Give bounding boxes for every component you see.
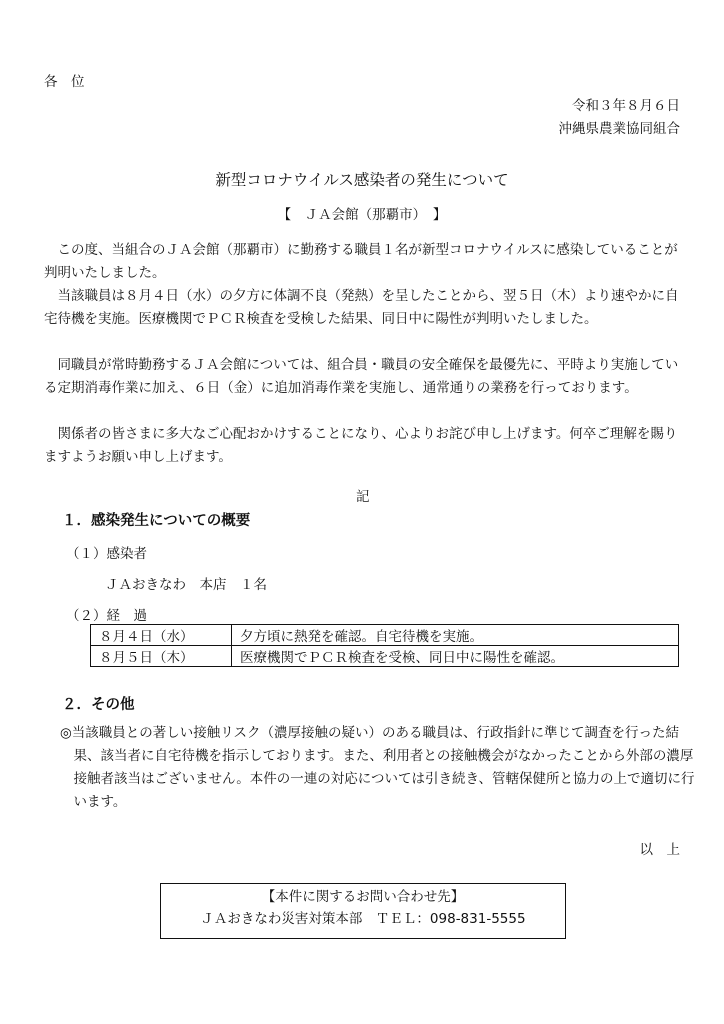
progress-date-cell: ８月４日（水） [91,625,232,646]
infected-value: ＪＡおきなわ 本店 １名 [105,577,267,593]
body-paragraph-3: 同職員が常時勤務するＪＡ会館については、組合員・職員の安全確保を最優先に、平時より実施している定期消毒作業に加え、６日（金）に追加消毒作業を実施し、通常通りの業務を行っております。 [44,357,679,396]
contact-box [160,883,566,939]
contact-line: ＪＡおきなわ災害対策本部 ＴＥＬ：098-831-5555 [200,911,526,927]
ki-mark: 記 [356,489,370,505]
addressee: 各 位 [44,74,85,90]
progress-label: （２）経 過 [66,608,147,624]
section2-text: ◎当該職員との著しい接触リスク（濃厚接触の疑い）のある職員は、行政指針に準じて調査を行った結果、該当者に自宅待機を指示しております。また、利用者との接触機会がなかったことから外部の濃厚接触者該当はございません。本件の一連の対応については引き続き、管轄保健所と協力の上で適切に行います。 [60,725,695,810]
document-subtitle: 【 ＪＡ会館（那覇市） 】 [277,207,447,223]
section1-heading: １．感染発生についての概要 [62,513,251,529]
body-paragraph-4: 関係者の皆さまに多大なご心配おかけすることになり、心よりお詫び申し上げます。何卒ご理解を賜りますようお願い申し上げます。 [44,426,678,465]
body-paragraph-1: この度、当組合のＪＡ会館（那覇市）に勤務する職員１名が新型コロナウイルスに感染していることが判明いたしました。 [44,242,678,281]
table-row [91,625,679,646]
progress-event-cell: 医療機関でＰＣＲ検査を受検、同日中に陽性を確認。 [232,646,679,667]
body-paragraph-2: 当該職員は８月４日（水）の夕方に体調不良（発熱）を呈したことから、翌５日（木）より速やかに自宅待機を実施。医療機関でＰＣＲ検査を受検した結果、同日中に陽性が判明いたしました。 [44,288,679,327]
progress-date-cell: ８月５日（木） [91,646,232,667]
contact-heading: 【本件に関するお問い合わせ先】 [261,889,465,905]
issue-date: 令和３年８月６日 [572,98,680,114]
progress-table [90,624,679,667]
issuing-organization: 沖縄県農業協同組合 [558,121,680,137]
table-row [91,646,679,667]
section2-heading: ２．その他 [62,697,135,713]
progress-event-cell: 夕方頃に熱発を確認。自宅待機を実施。 [232,625,679,646]
closing-mark: 以 上 [639,842,680,858]
infected-label: （１）感染者 [66,546,147,562]
document-title: 新型コロナウイルス感染者の発生について [215,171,509,189]
